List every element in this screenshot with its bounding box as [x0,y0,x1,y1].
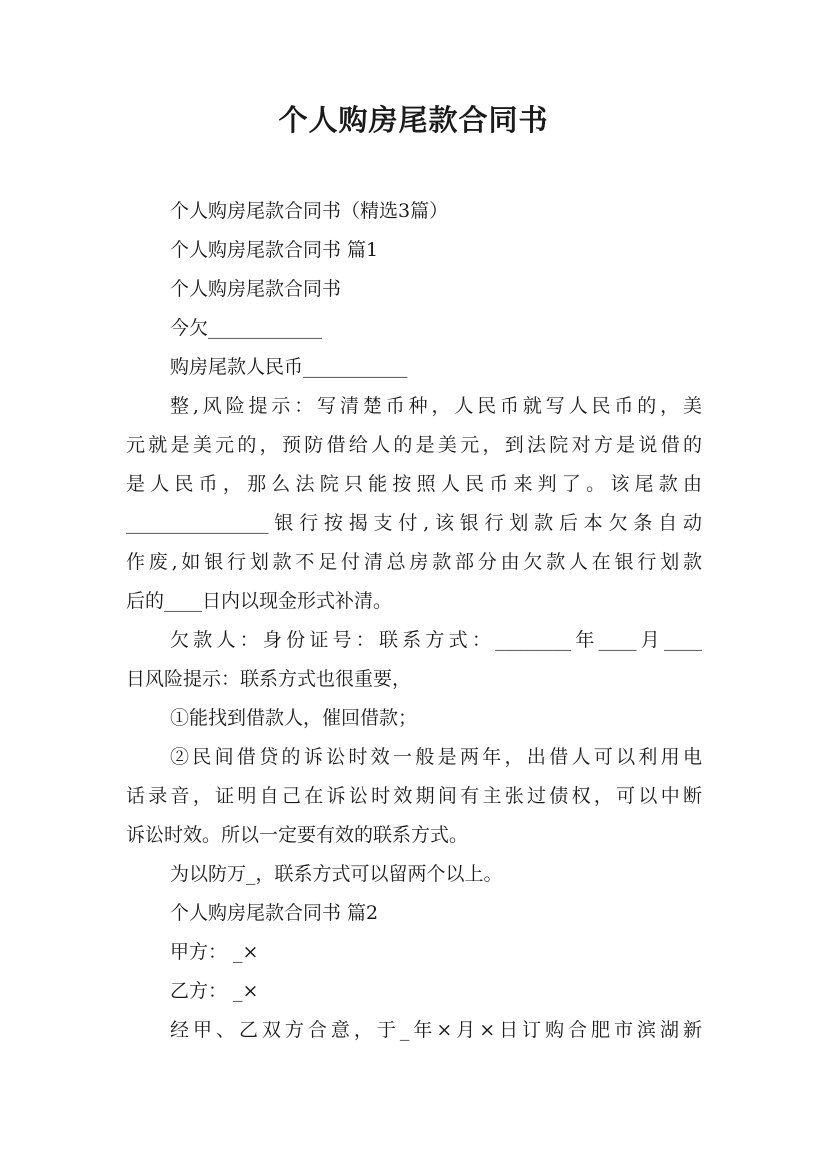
doc-line: 诉讼时效。所以一定要有效的联系方式。 [126,824,469,846]
doc-line: 话录音，证明自己在诉讼时效期间有主张过债权，可以中断 [126,785,702,807]
doc-line: 是人民币，那么法院只能按照人民币来判了。该尾款由 [126,473,702,495]
doc-line: 购房尾款人民币___________ [170,356,408,378]
doc-line: 整,风险提示：写清楚币种，人民币就写人民币的，美 [170,395,702,417]
doc-line: 为以防万_，联系方式可以留两个以上。 [170,863,503,885]
doc-line: 个人购房尾款合同书 篇1 [170,239,379,261]
doc-line: 元就是美元的，预防借给人的是美元，到法院对方是说借的 [126,434,702,456]
doc-line: 个人购房尾款合同书 篇2 [170,902,379,924]
doc-line: 个人购房尾款合同书 [170,278,342,300]
doc-line: 今欠____________ [170,317,323,339]
doc-line: ①能找到借款人，催回借款； [170,707,418,729]
doc-line: ②民间借贷的诉讼时效一般是两年，出借人可以利用电 [170,746,702,768]
doc-line: 欠款人：身份证号：联系方式：________年____月____ [170,629,702,651]
doc-line: 后的____日内以现金形式补清。 [126,590,393,612]
doc-line: 经甲、乙双方合意，于_年×月×日订购合肥市滨湖新 [170,1019,702,1041]
doc-line: 甲方： _× [170,941,259,963]
doc-line: 个人购房尾款合同书（精选3篇） [170,200,449,222]
doc-line: 日风险提示：联系方式也很重要， [126,668,412,690]
doc-line: 乙方： _× [170,980,259,1002]
doc-line: 作废,如银行划款不足付清总房款部分由欠款人在银行划款 [126,551,702,573]
document-title: 个人购房尾款合同书 [278,103,549,137]
doc-line: _______________银行按揭支付,该银行划款后本欠条自动 [126,512,702,534]
